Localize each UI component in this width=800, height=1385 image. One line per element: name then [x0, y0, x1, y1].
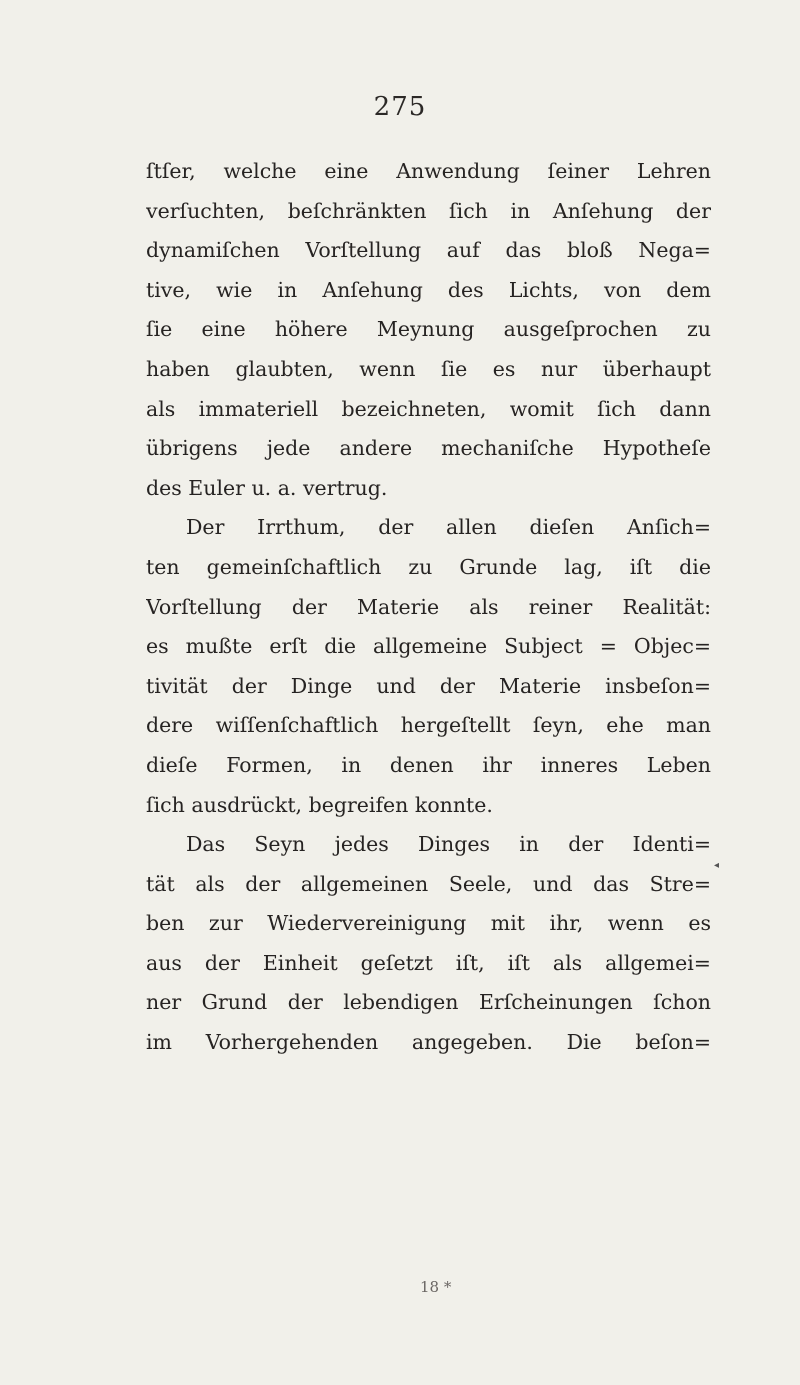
text-line: dynamiſchen Vorſtellung auf das bloß Nega=	[146, 238, 711, 263]
text-line: verſuchten, beſchränkten ſich in Anſehung der	[146, 198, 711, 223]
text-line: ner Grund der lebendigen Erſcheinungen ſchon	[146, 990, 711, 1015]
text-line: ten gemeinſchaftlich zu Grunde lag, iſt die	[146, 554, 711, 579]
text-line: übrigens jede andere mechaniſche Hypotheſe	[146, 436, 711, 461]
text-line: dieſe Formen, in denen ihr inneres Leben	[146, 752, 711, 777]
text-line: dere wiſſenſchaftlich hergeſtellt ſeyn, ehe man	[146, 713, 711, 738]
text-line: ſie eine höhere Meynung ausgeſprochen zu	[146, 317, 711, 342]
text-line: tivität der Dinge und der Materie insbeſon=	[146, 673, 711, 698]
text-line: ben zur Wiedervereinigung mit ihr, wenn es	[146, 911, 711, 936]
signature-mark: 18 *	[420, 1278, 452, 1296]
text-line: Vorſtellung der Materie als reiner Realität:	[146, 594, 711, 619]
text-line: tät als der allgemeinen Seele, und das Stre=	[146, 871, 711, 896]
text-line: Das Seyn jedes Dinges in der Identi=	[186, 832, 711, 857]
text-line: tive, wie in Anſehung des Lichts, von dem	[146, 277, 711, 302]
body-text	[146, 152, 711, 1063]
text-line: Der Irrthum, der allen dieſen Anſich=	[186, 515, 711, 540]
margin-mark: ◂	[714, 860, 720, 871]
text-line: ſich ausdrückt, begreifen konnte.	[146, 792, 493, 817]
text-line: des Euler u. a. vertrug.	[146, 475, 388, 500]
text-line: aus der Einheit geſetzt iſt, iſt als allgemei=	[146, 950, 711, 975]
page-number: 275	[373, 92, 427, 122]
text-line: als immateriell bezeichneten, womit ſich dann	[146, 396, 711, 421]
text-line: im Vorhergehenden angegeben. Die beſon=	[146, 1030, 711, 1055]
text-line: haben glaubten, wenn ſie es nur überhaupt	[146, 356, 711, 381]
text-line: es mußte erſt die allgemeine Subject = Objec=	[146, 634, 711, 659]
text-line: ſtſer, welche eine Anwendung ſeiner Lehren	[146, 159, 711, 183]
